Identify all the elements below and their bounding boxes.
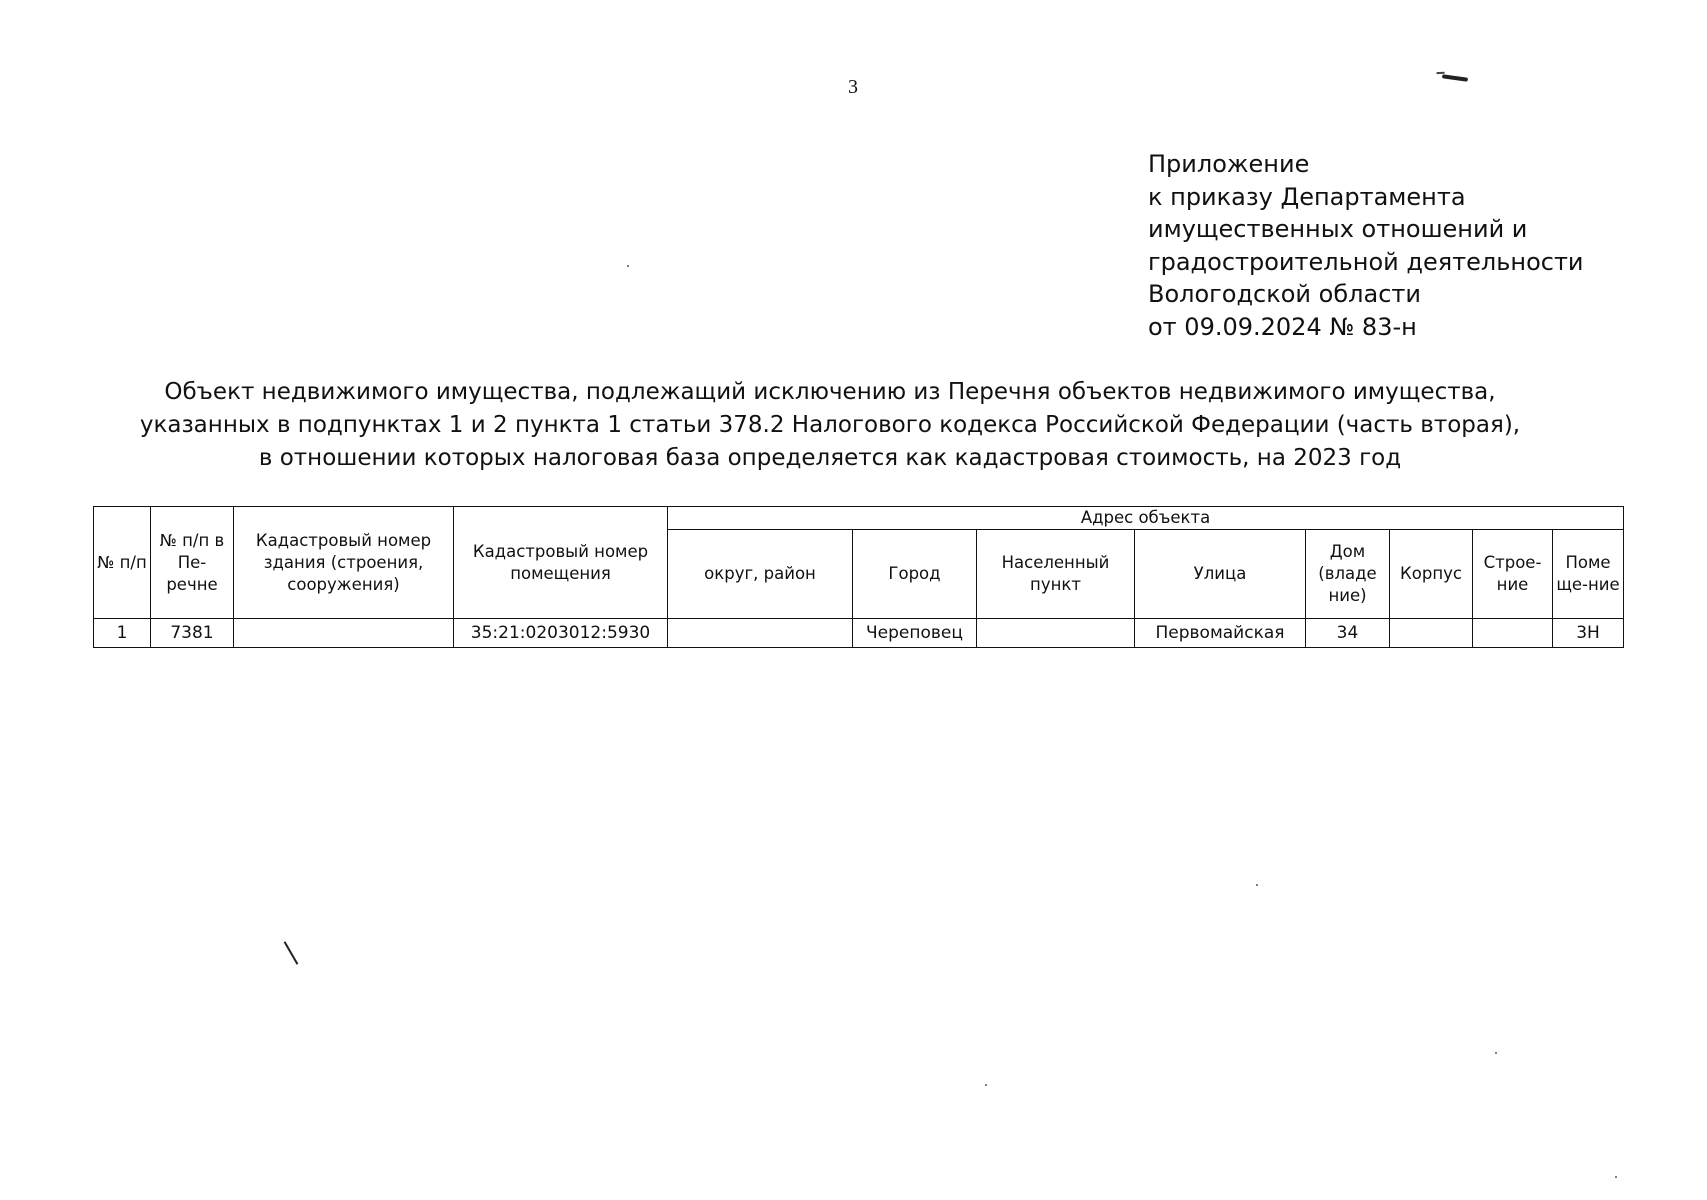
appendix-block [1148,148,1584,343]
scan-dot [985,1084,987,1086]
cell-settlement [977,619,1135,648]
appendix-line: к приказу Департамента [1148,182,1466,211]
table-row [94,619,1624,648]
cell-corpus [1390,619,1473,648]
cell-building [1473,619,1553,648]
header-city: Город [853,530,977,619]
header-district: округ, район [668,530,853,619]
cell-district [668,619,853,648]
scan-mark [1442,74,1468,82]
header-address-group: Адрес объекта [668,507,1624,530]
header-num: № п/п [94,507,151,619]
title-line: в отношении которых налоговая база определяется как кадастровая стоимость, на 2023 год [258,445,1402,471]
document-title [100,376,1560,475]
scan-dot [1495,1052,1497,1054]
cell-num: 1 [94,619,151,648]
title-line: указанных в подпунктах 1 и 2 пункта 1 статьи 378.2 Налогового кодекса Российской Федерации (часть вторая), [139,412,1521,438]
property-table [93,506,1624,648]
header-room: Поме ще-ние [1553,530,1624,619]
appendix-line: Вологодской области [1148,280,1421,308]
scan-dot [627,265,629,267]
header-row [94,507,1624,530]
header-street: Улица [1135,530,1306,619]
header-corpus: Корпус [1390,530,1473,619]
cell-street: Первомайская [1135,619,1306,648]
header-house: Дом (владе ние) [1306,530,1390,619]
header-building: Строе-ние [1473,530,1553,619]
appendix-line: Приложение [1148,150,1310,178]
header-settlement: Населенный пункт [977,530,1135,619]
appendix-line: градостроительной деятельности [1148,247,1584,276]
header-list-num: № п/п в Пе-речне [151,507,234,619]
page-number: 3 [848,76,858,98]
cell-building-cadastral [234,619,454,648]
cell-house: 34 [1306,619,1390,648]
title-line: Объект недвижимого имущества, подлежащий исключению из Перечня объектов недвижимого имущества, [164,379,1496,405]
appendix-line: имущественных отношений и [1148,215,1528,243]
cell-room: 3Н [1553,619,1624,648]
appendix-date-line: от 09.09.2024 № 83-н [1148,312,1417,341]
cell-premises-cadastral: 35:21:0203012:5930 [454,619,668,648]
scan-stroke [284,941,299,965]
scan-dot [1256,884,1258,886]
header-premises-cadastral: Кадастровый номер помещения [454,507,668,619]
cell-list-num: 7381 [151,619,234,648]
header-building-cadastral: Кадастровый номер здания (строения, сооружения) [234,507,454,619]
cell-city: Череповец [853,619,977,648]
scan-dot [1615,1176,1617,1178]
